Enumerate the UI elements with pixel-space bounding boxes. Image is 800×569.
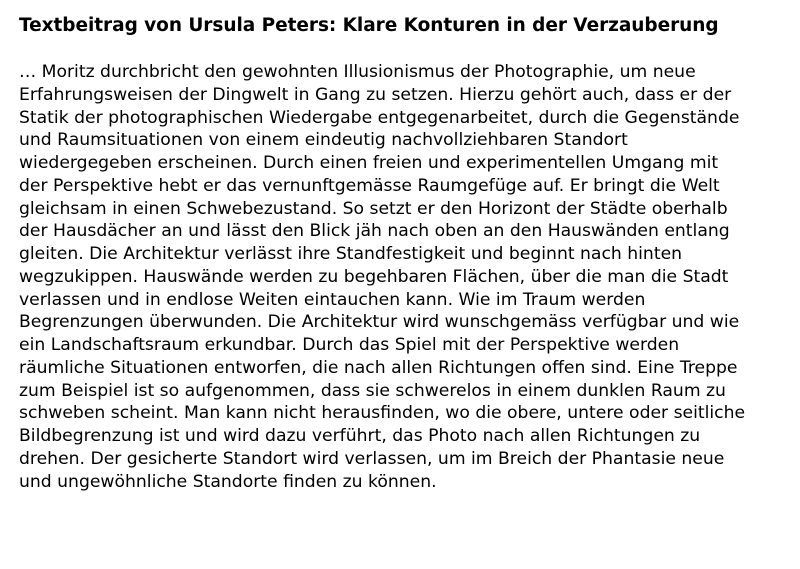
body-line: wiedergegeben erscheinen. Durch einen freien und experimentellen Umgang mit bbox=[19, 153, 719, 173]
body-line: der Hausdächer an und lässt den Blick jäh nach oben an den Hauswänden entlang bbox=[19, 221, 730, 242]
article-body bbox=[19, 61, 794, 493]
body-line: drehen. Der gesicherte Standort wird verlassen, um im Breich der Phantasie neue bbox=[19, 448, 725, 469]
body-line: schweben scheint. Man kann nicht herausfinden, wo die obere, untere oder seitliche bbox=[19, 403, 746, 424]
body-line: Erfahrungsweisen der Dingwelt in Gang zu setzen. Hierzu gehört auch, dass er der bbox=[19, 84, 732, 105]
body-line: und Raumsituationen von einem eindeutig nachvollziehbaren Standort bbox=[19, 130, 628, 151]
article bbox=[19, 11, 794, 493]
body-line: gleiten. Die Architektur verlässt ihre Standfestigkeit und beginnt nach hinten bbox=[19, 244, 683, 264]
body-line: gleichsam in einen Schwebezustand. So setzt er den Horizont der Städte oberhalb bbox=[19, 198, 728, 219]
body-line: wegzukippen. Hauswände werden zu begehbaren Flächen, über die man die Stadt bbox=[19, 266, 729, 287]
body-line: und ungewöhnliche Standorte finden zu können. bbox=[19, 471, 437, 492]
body-line: … Moritz durchbricht den gewohnten Illusionismus der Photographie, um neue bbox=[19, 62, 696, 82]
body-line: zum Beispiel ist so aufgenommen, dass sie schwerelos in einem dunklen Raum zu bbox=[19, 380, 726, 401]
body-line: Statik der photographischen Wiedergabe entgegenarbeitet, durch die Gegenstände bbox=[19, 107, 740, 128]
body-line: räumliche Situationen entworfen, die nach allen Richtungen offen sind. Eine Treppe bbox=[19, 357, 738, 378]
body-line: Begrenzungen überwunden. Die Architektur wird wunschgemäss verfügbar und wie bbox=[19, 312, 740, 333]
article-title: Textbeitrag von Ursula Peters: Klare Konturen in der Verzauberung bbox=[19, 15, 719, 36]
body-line: der Perspektive hebt er das vernunftgemässe Raumgefüge auf. Er bringt die Welt bbox=[19, 175, 720, 196]
body-line: Bildbegrenzung ist und wird dazu verführt, das Photo nach allen Richtungen zu bbox=[19, 426, 701, 446]
body-line: ein Landschaftsraum erkundbar. Durch das Spiel mit der Perspektive werden bbox=[19, 335, 680, 355]
body-line: verlassen und in endlose Weiten eintauchen kann. Wie im Traum werden bbox=[19, 289, 646, 310]
